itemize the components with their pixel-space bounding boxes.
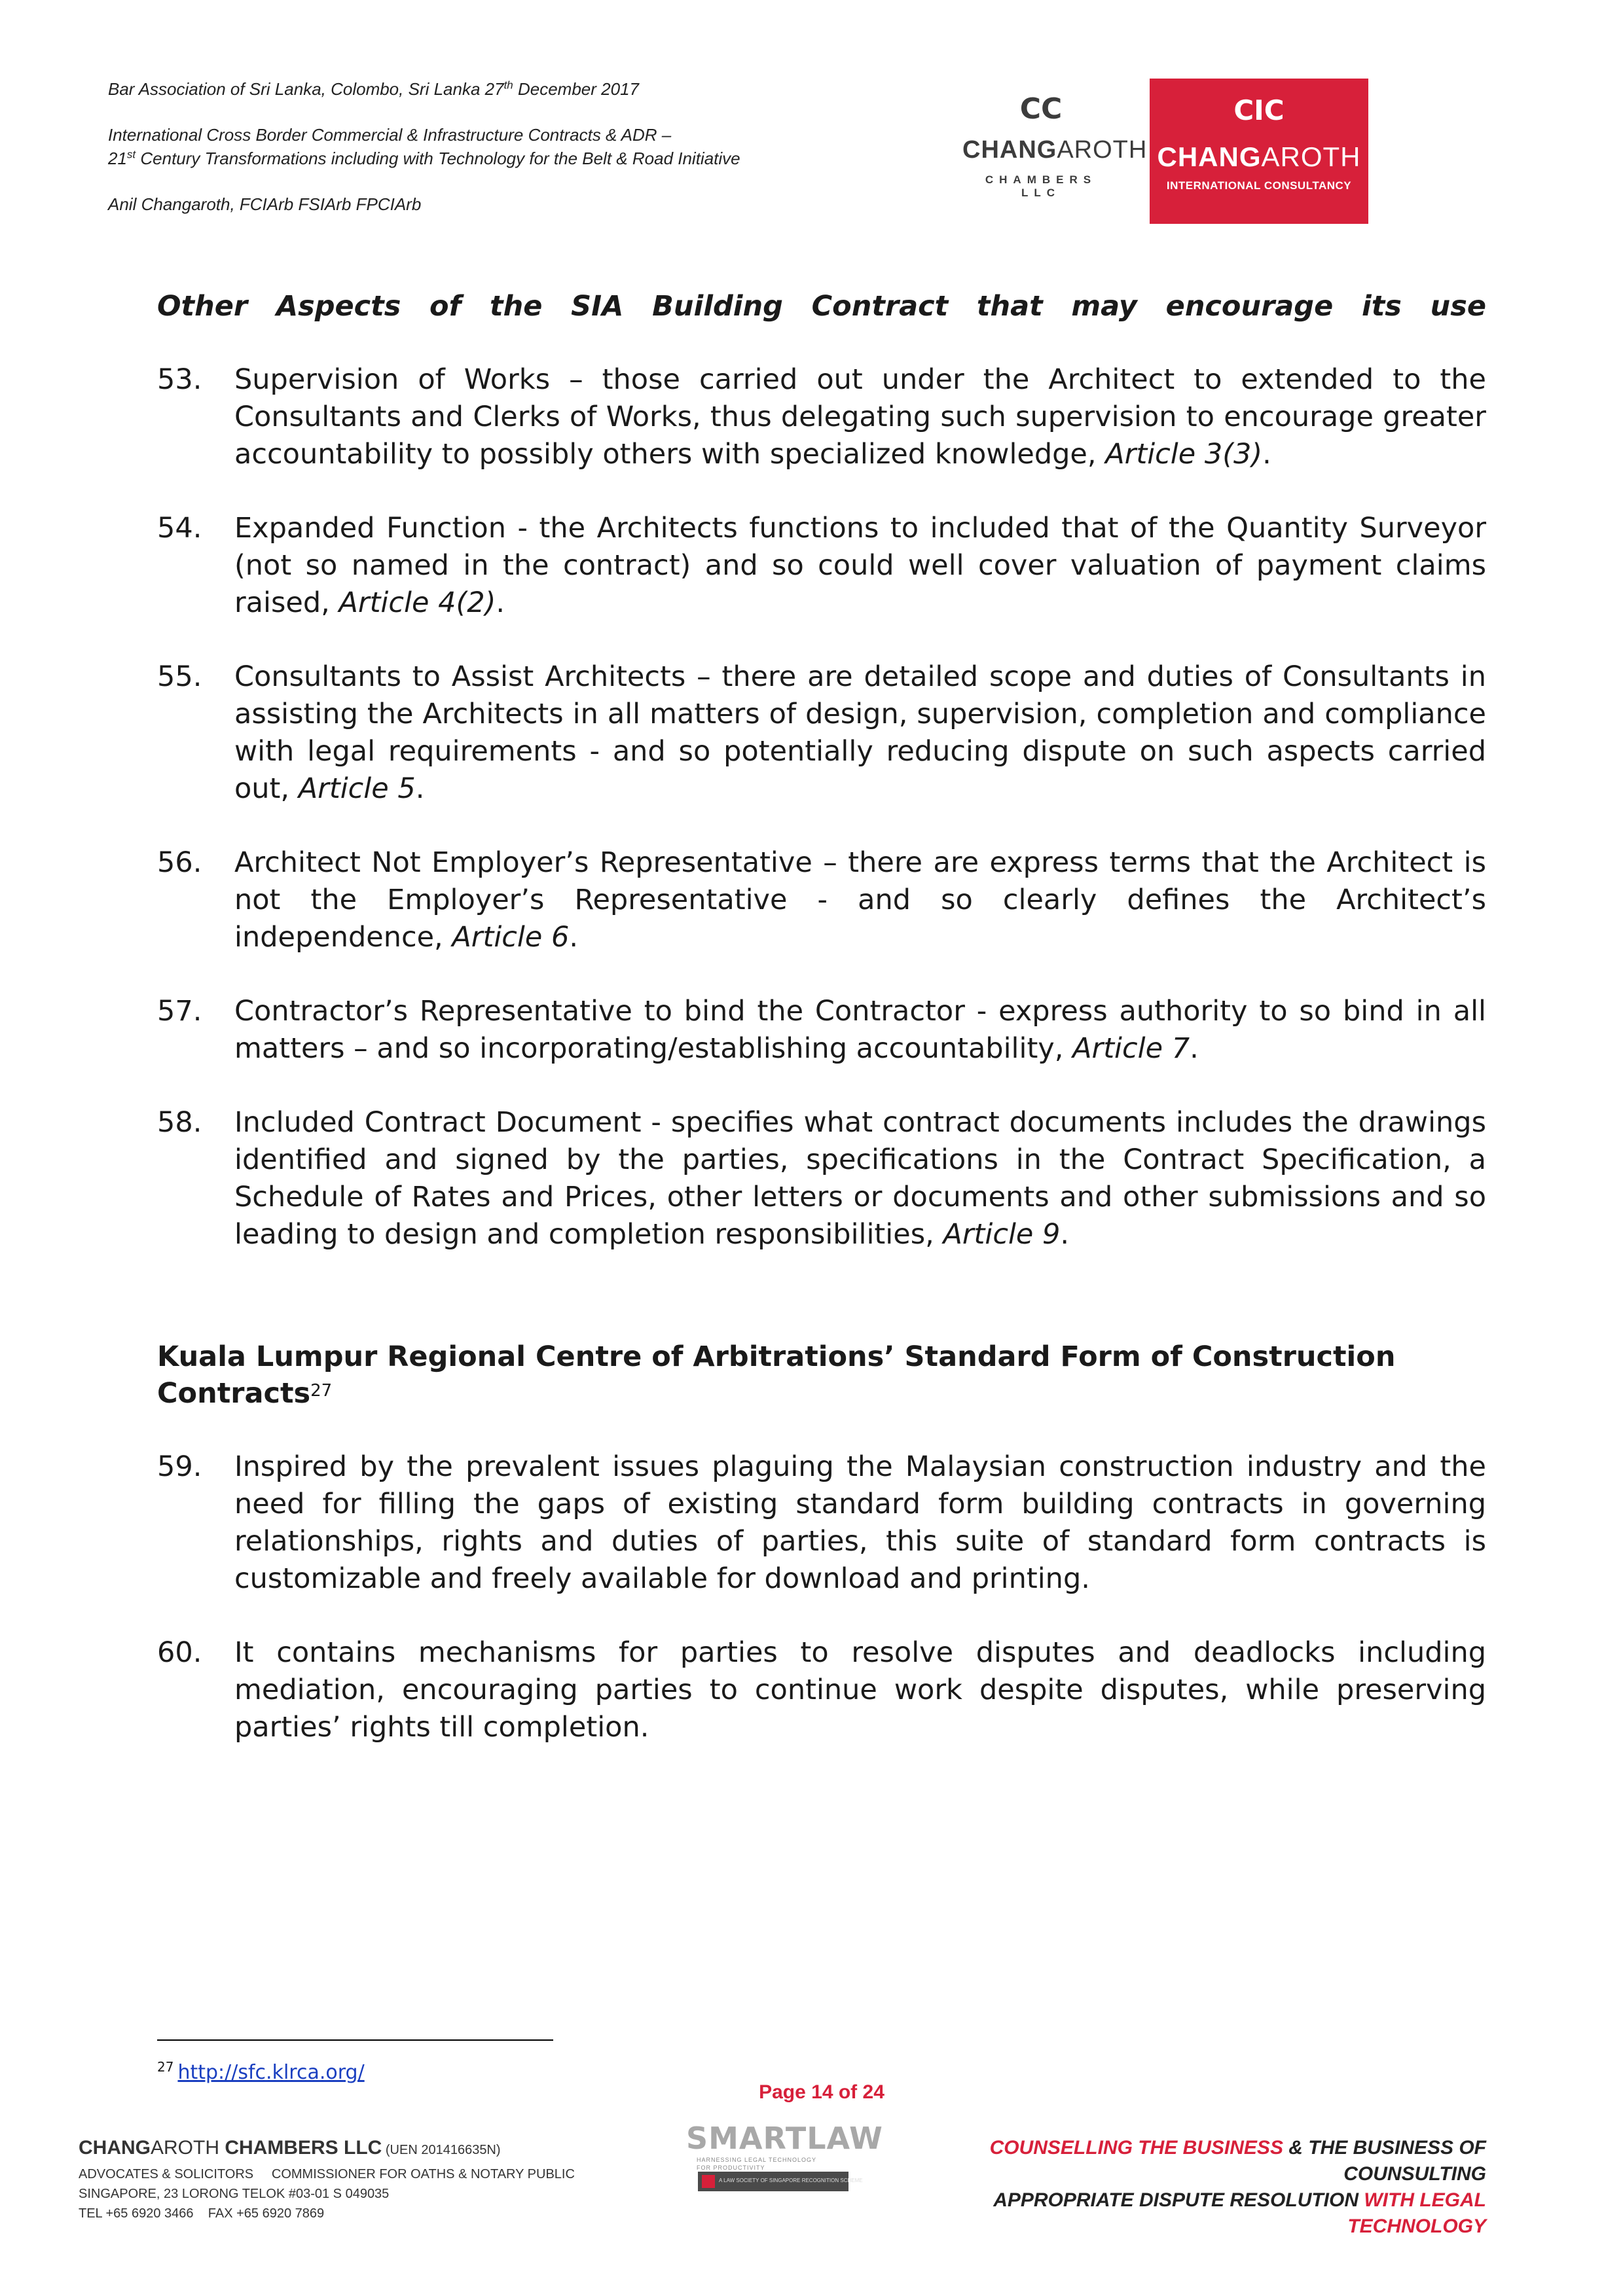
smartlaw-tagline-1: HARNESSING LEGAL TECHNOLOGY — [697, 2157, 817, 2163]
footer-firm-details — [79, 2135, 668, 2222]
author-line: Anil Changaroth, FCIArb FSIArb FPCIArb — [108, 194, 422, 214]
footnote-number: 27 — [157, 2059, 174, 2075]
footer-roles: ADVOCATES & SOLICITORS COMMISSIONER FOR OATHS & NOTARY PUBLIC — [79, 2167, 575, 2181]
tagline-line-1: COUNSELLING THE BUSINESS & THE BUSINESS OF COUNSULTING — [989, 2137, 1486, 2185]
smartlaw-tagline-2: FOR PRODUCTIVITY — [697, 2164, 765, 2171]
chambers-logo-sub: CHAMBERS LLC — [985, 173, 1097, 199]
paragraph-59: 59. Inspired by the prevalent issues plaguing the Malaysian construction industry and the need for filling the gaps of existing standard form building contracts in governing relationships, rights and duties of parties, this suite of standard form contracts is customizable and freely available for download and printing. — [157, 1450, 1486, 1595]
paragraph-57: 57. Contractor’s Representative to bind the Contractor - express authority to so bind in all matters – and so incorporating/establishing accountability, Article 7. — [157, 995, 1486, 1065]
page-number: Page 14 of 24 — [759, 2081, 884, 2103]
paragraph-54: 54. Expanded Function - the Architects functions to included that of the Quantity Surveyor (not so named in the contract) and so could well cover valuation of payment claims raised, Article 4(2). — [157, 512, 1486, 619]
paragraph-55: 55. Consultants to Assist Architects – there are detailed scope and duties of Consultants in assisting the Architects in all matters of design, supervision, completion and compliance with legal requirements - and so potentially reducing dispute on such aspects carried out, Article 5. — [157, 660, 1486, 805]
changaroth-consultancy-logo — [1150, 79, 1368, 224]
footnote-divider — [157, 2039, 553, 2041]
footer-firm-name: CHANGAROTH CHAMBERS LLC (UEN 201416635N) — [79, 2137, 501, 2159]
footnote-link[interactable]: http://sfc.klrca.org/ — [177, 2061, 365, 2084]
paragraph-60: 60. It contains mechanisms for parties to resolve disputes and deadlocks including mediation, encouraging parties to continue work despite disputes, while preserving parties’ rights till completion. — [157, 1636, 1486, 1744]
law-society-badge — [698, 2172, 863, 2191]
section-title-klrca: Kuala Lumpur Regional Centre of Arbitrations’ Standard Form of Construction Contracts$^{27}$ — [157, 1340, 1396, 1410]
law-society-icon — [702, 2175, 715, 2188]
consultancy-mark-icon: CIC — [1233, 94, 1285, 126]
consultancy-logo-sub: INTERNATIONAL CONSULTANCY — [1166, 179, 1352, 192]
law-society-badge-text: A LAW SOCIETY OF SINGAPORE RECOGNITION SCHEME — [719, 2178, 863, 2183]
chambers-mark-icon: CC — [1019, 92, 1063, 126]
paragraph-56: 56. Architect Not Employer’s Representative – there are express terms that the Architect is not the Employer’s Representative - and so clearly defines the Architect’s independence, Article 6. — [157, 846, 1486, 954]
main-content — [157, 288, 1486, 1746]
footer-contact: TEL +65 6920 3466 FAX +65 6920 7869 — [79, 2206, 325, 2221]
footer-tagline — [871, 2135, 1486, 2240]
event-line: Bar Association of Sri Lanka, Colombo, Sri Lanka 27th December 2017 — [108, 79, 639, 99]
footnote-reference[interactable]: 27 — [310, 1381, 333, 1401]
footnote — [157, 2054, 365, 2086]
tagline-line-2: APPROPRIATE DISPUTE RESOLUTION WITH LEGAL TECHNOLOGY — [993, 2189, 1486, 2237]
document-header — [108, 77, 959, 216]
footer-address: SINGAPORE, 23 LORONG TELOK #03-01 S 049035 — [79, 2187, 390, 2201]
smartlaw-wordmark: SMARTLAW — [686, 2121, 883, 2156]
section-title-sia: Other Aspects of the SIA Building Contract that may encourage its use — [157, 290, 1486, 323]
smartlaw-logo — [686, 2121, 883, 2202]
paragraph-58: 58. Included Contract Document - specifies what contract documents includes the drawings identified and signed by the parties, specifications in the Contract Specification, a Schedule of Rates and Prices, other letters or documents and other submissions and so leading to design and completion responsibilities, Article 9. — [157, 1106, 1486, 1251]
chambers-logo-name: CHANGAROTH — [962, 136, 1148, 164]
topic-line-2: 21st Century Transformations including with Technology for the Belt & Road Initiative — [108, 148, 740, 168]
topic-line-1: International Cross Border Commercial & Infrastructure Contracts & ADR – — [108, 125, 672, 145]
consultancy-logo-name: CHANGAROTH — [1157, 141, 1361, 172]
paragraph-53: 53. Supervision of Works – those carried out under the Architect to extended to the Consultants and Clerks of Works, thus delegating such supervision to encourage greater accountability to possibly others with specialized knowledge, Article 3(3). — [157, 363, 1486, 471]
changaroth-chambers-logo — [962, 92, 1148, 219]
